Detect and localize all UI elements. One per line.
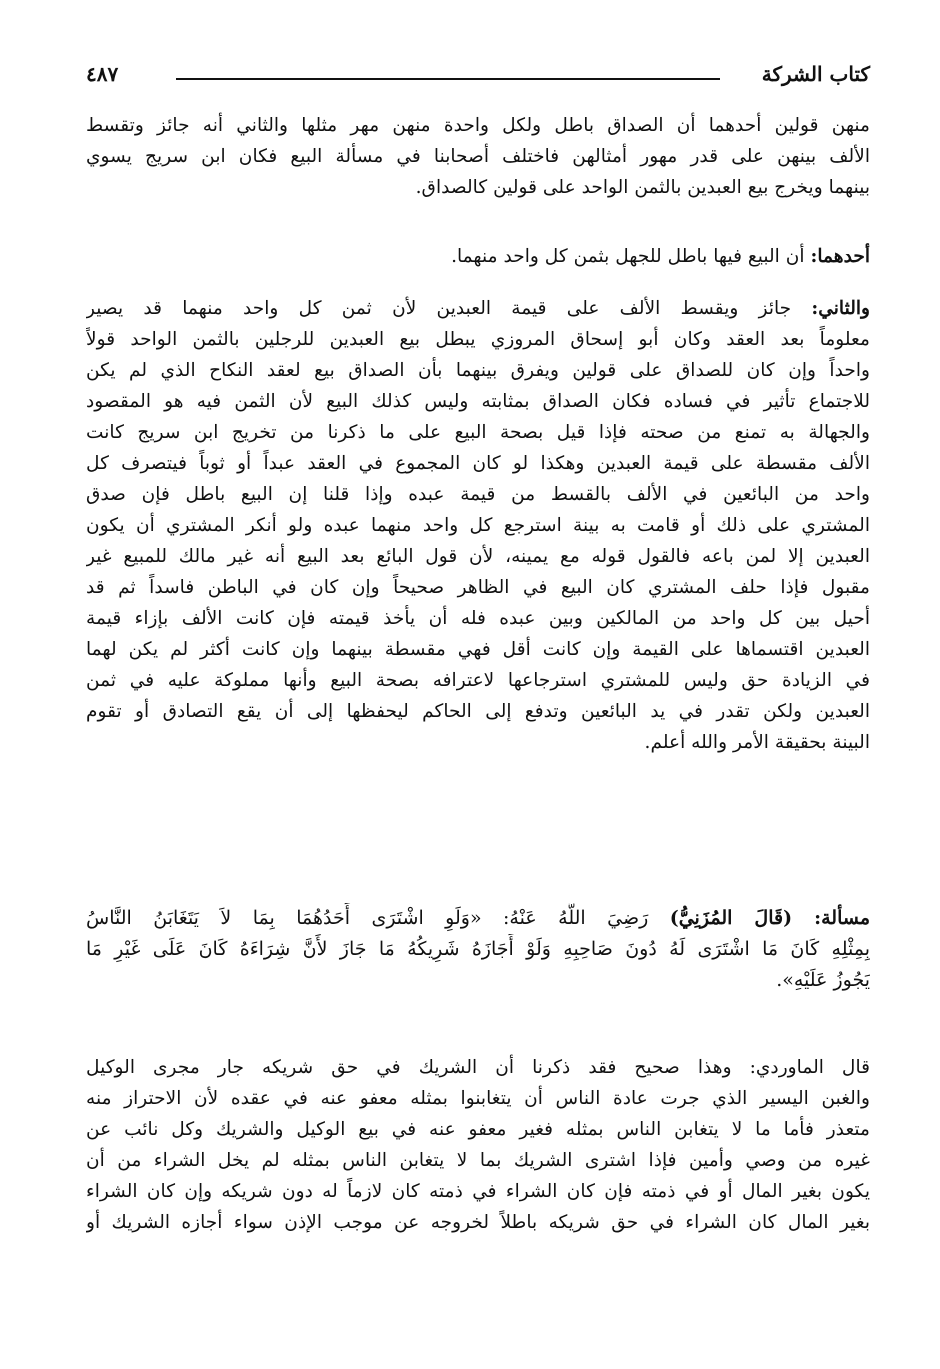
text-line: غيره من وصي وأمين فإذا اشترى الشريك بما لا يتغابن الناس بمثله لم يخل الشراء من أن (86, 1150, 870, 1171)
text-line: العبدين اقتسماها على القيمة وإن كانت أقل فهي مقسطة بينهما وإن كانت أكثر لم يكن لهما (86, 639, 870, 660)
masala-section (86, 903, 870, 996)
text-line: بغير المال كان الشراء في حق شريكه باطلاً لخروجه عن موجب الإذن سواء أجازه الشريك أو (86, 1212, 870, 1233)
text-line: والغبن اليسير الذي جرت عادة الناس أن يتغابنوا بمثله معفو عنه في عقده لأن الاحتراز منه (86, 1088, 870, 1109)
page-header (86, 58, 870, 92)
text-line: البينة بحقيقة الأمر والله أعلم. (644, 732, 870, 753)
line-rest: رَضِيَ اللَّهُ عَنْهُ: «وَلَوِ اشْتَرَى أَحَدُهُمَا بِمَا لاَ يَتَغَابَنُ النَّاسُ (86, 907, 670, 929)
text-line: مقبول فإذا حلف المشتري كان البيع في الظاهر صحيحاً وإن كان في الباطن فاسداً ثم قد (86, 577, 870, 598)
text-line: بِمِثْلِهِ كَانَ مَا اشْتَرَى لَهُ دُونَ صَاحِبِهِ وَلَوْ أَجَازَهُ شَرِيكُهُ مَا جَازَ لأَنَّ شِرَاءَهُ كَانَ عَلَى غَيْرِ مَا (86, 938, 870, 960)
header-rule (176, 78, 720, 80)
text-line: يكون بغير المال أو في ذمته فإن كان الشراء في ذمته كان لازماً له دون شريكه وإن كان الشراء (86, 1181, 870, 1202)
bold-lead: مسألة: (قَالَ المُزَنِيُّ) (669, 907, 870, 929)
text-line: العبدين إلا لمن باعه فالقول قوله مع يمينه، لأن قول البائع بعد البيع أنه غير مالك للمبيع غير (86, 546, 870, 567)
text-line (86, 293, 870, 324)
line-rest: جائز ويقسط الألف على قيمة العبدين لأن ثمن كل واحد منهما قد يصير (86, 298, 812, 319)
text-line: المشتري على ذلك أو قامت به بينة استرجع كل واحد منهما عبده ولو أنكر المشتري أن يكون (86, 515, 870, 536)
paragraph-3 (86, 293, 870, 758)
text-line: بينهما ويخرج بيع العبدين بالثمن الواحد على قولين كالصداق. (415, 177, 870, 198)
paragraph-4 (86, 1052, 870, 1238)
text-line: قال الماوردي: وهذا صحيح فقد ذكرنا أن الشريك في حق شريكه جار مجرى الوكيل (86, 1057, 870, 1078)
text-line: والجهالة به تمنع من صحته فإذا قيل بصحة البيع على ما ذكرنا من تخريج ابن سريج كانت (86, 422, 870, 443)
running-title: كتاب الشركة (761, 62, 870, 86)
text-line: واحداً وإن كان للصداق على قولين ويفرق بينهما بأن الصداق بيع لعقد النكاح الذي لم يكن (86, 360, 870, 381)
text-line: العبدين ولكن تقدر في يد البائعين وتدفع إلى الحاكم ليحفظها إلى أن يقع التصادق أو تقوم (86, 701, 870, 722)
text-line: يَجُوزُ عَلَيْهِ». (776, 969, 870, 991)
text-line: منهن قولين أحدهما أن الصداق باطل ولكل واحدة منهن مهر مثلها والثاني أنه جائز وتقسط (86, 115, 870, 136)
text-line: للاجتماع تأثير في فساده فكان الصداق بمثابته وليس كذلك البيع لأن الثمن فيه هو المقصود (86, 391, 870, 412)
bold-lead: أحدهما: (810, 246, 870, 267)
text-line: واحد من البائعين في الألف بالقسط من قيمة عبده وإذا قلنا إن البيع باطل فإن صدق (86, 484, 870, 505)
line-rest: أن البيع فيها باطل للجهل بثمن كل واحد منهما. (451, 246, 811, 267)
paragraph-1 (86, 110, 870, 203)
text-line (86, 241, 870, 272)
bold-lead: والثاني: (811, 298, 870, 319)
text-line: معلوماً بعد العقد وكان أبو إسحاق المروزي يبطل بيع العبدين للرجلين بالثمن الواحد قولاً (86, 329, 870, 350)
text-line: الألف بينهن على قدر مهور أمثالهن فاختلف أصحابنا في مسألة البيع فكان ابن سريج يسوي (86, 146, 870, 167)
page-number: ٤٨٧ (86, 62, 119, 86)
paragraph-2 (86, 241, 870, 272)
text-line: في الزيادة حق وليس للمشتري استرجاعها لاعترافه بصحة البيع وأنها مملوكة عليه في ثمن (86, 670, 870, 691)
text-line: متعذر فأما ما لا يتغابن الناس بمثله فغير معفو عنه في بيع الوكيل والشريك وكل نائب عن (86, 1119, 870, 1140)
text-line: الألف مقسطة على قيمة العبدين وهكذا لو كان المجموع في العقد عبداً أو ثوباً فيتصرف كل (86, 453, 870, 474)
text-line: أحيل بين كل واحد من المالكين وبين عبده فله أن يأخذ قيمته فإن كانت الألف بإزاء قيمة (86, 608, 870, 629)
text-line (86, 903, 870, 934)
